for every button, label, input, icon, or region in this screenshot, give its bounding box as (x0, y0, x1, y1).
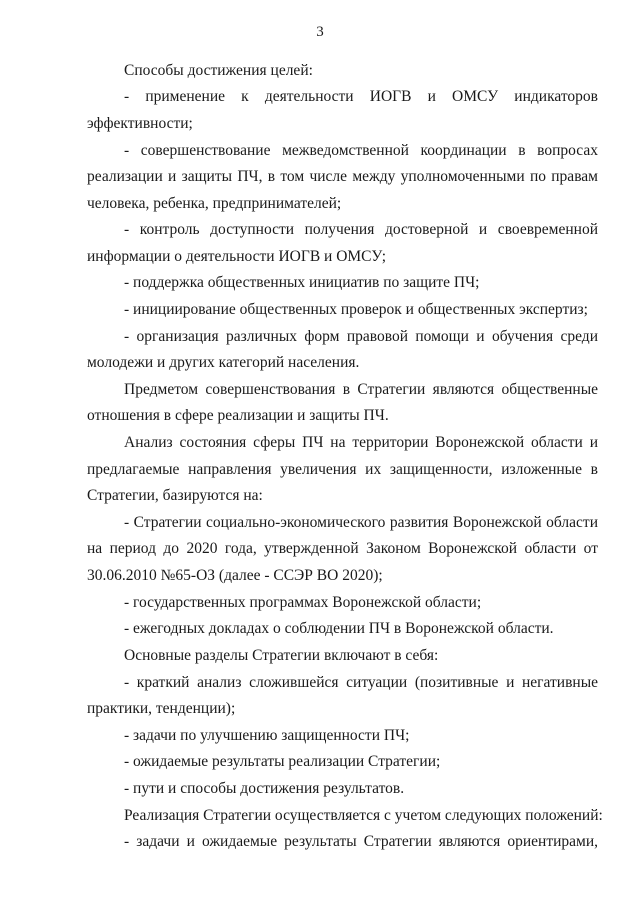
text-line: - поддержка общественных инициатив по защите ПЧ; (124, 274, 480, 291)
text-line: - ежегодных докладах о соблюдении ПЧ в Воронежской области. (124, 620, 554, 637)
text-line: - задачи по улучшению защищенности ПЧ; (124, 727, 410, 744)
text-line: - организация различных форм правовой помощи и обучения среди (124, 328, 598, 345)
text-line: - пути и способы достижения результатов. (124, 780, 405, 797)
text-line: предлагаемые направления увеличения их защищенности, изложенные в (87, 461, 598, 478)
text-line: на период до 2020 года, утвержденной Законом Воронежской области от (87, 540, 598, 557)
text-line: Способы достижения целей: (124, 62, 313, 79)
text-line: молодежи и других категорий населения. (87, 354, 360, 371)
text-line: - совершенствование межведомственной координации в вопросах (124, 142, 598, 159)
text-line: - контроль доступности получения достоверной и своевременной (124, 221, 598, 238)
page-number: 3 (316, 24, 324, 40)
text-line: 30.06.2010 №65-ОЗ (далее - ССЭР ВО 2020); (87, 567, 383, 584)
text-line: человека, ребенка, предпринимателей; (87, 195, 342, 212)
text-line: информации о деятельности ИОГВ и ОМСУ; (87, 248, 387, 265)
text-line: практики, тенденции); (87, 700, 236, 717)
text-line: Анализ состояния сферы ПЧ на территории Воронежской области и (124, 434, 598, 451)
text-line: Предметом совершенствования в Стратегии являются общественные (124, 381, 598, 398)
text-line: Стратегии, базируются на: (87, 487, 263, 504)
text-line: Реализация Стратегии осуществляется с учетом следующих положений: (124, 807, 603, 824)
text-line: - инициирование общественных проверок и общественных экспертиз; (124, 301, 588, 318)
text-line: - задачи и ожидаемые результаты Стратегии являются ориентирами, (124, 833, 598, 850)
text-line: эффективности; (87, 115, 193, 132)
text-line: отношения в сфере реализации и защиты ПЧ. (87, 407, 389, 424)
text-line: - Стратегии социально-экономического развития Воронежской области (124, 514, 598, 531)
text-line: - государственных программах Воронежской области; (124, 594, 482, 611)
text-line: реализации и защиты ПЧ, в том числе между уполномоченными по правам (87, 168, 598, 185)
text-line: - краткий анализ сложившейся ситуации (позитивные и негативные (124, 674, 598, 691)
text-line: Основные разделы Стратегии включают в себя: (124, 647, 439, 664)
text-line: - применение к деятельности ИОГВ и ОМСУ индикаторов (124, 88, 598, 105)
text-line: - ожидаемые результаты реализации Стратегии; (124, 753, 441, 770)
